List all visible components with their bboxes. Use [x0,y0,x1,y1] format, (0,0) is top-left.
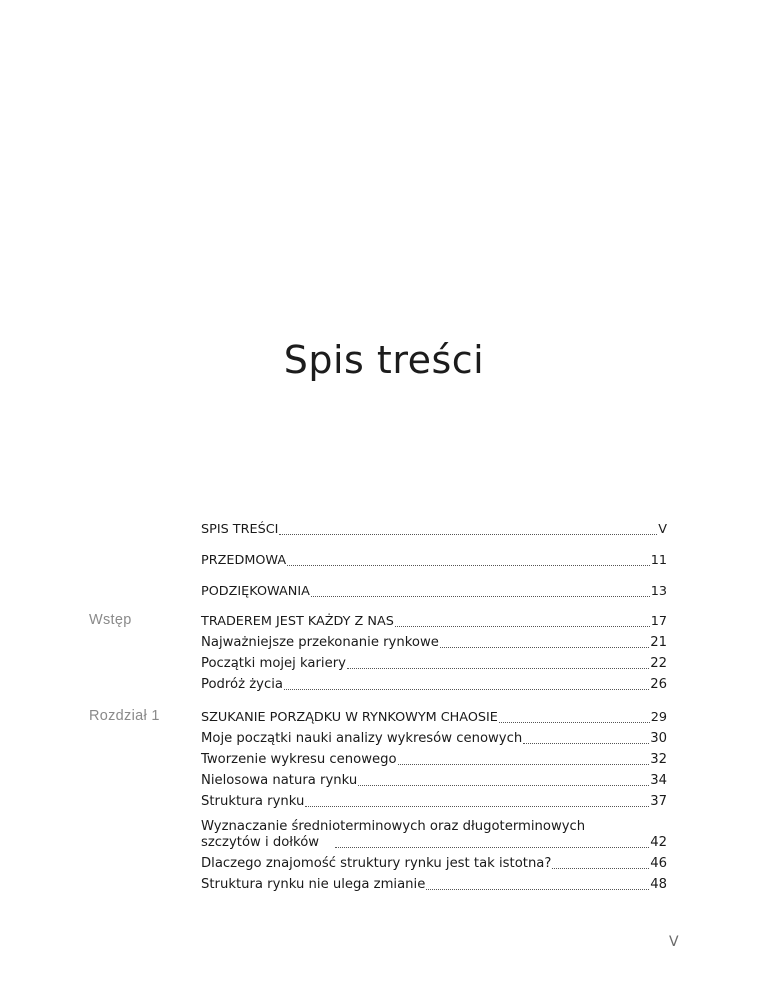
section-label: Wstęp [89,612,132,628]
dot-leader [347,667,649,669]
toc-entry[interactable] [201,727,667,747]
dot-leader [523,742,649,744]
toc-entry-title: Tworzenie wykresu cenowego [201,752,397,767]
toc-entry-page: 13 [650,584,667,599]
toc-entry[interactable] [201,580,667,600]
toc-entry-page: 17 [650,614,667,629]
toc-entry-title: Struktura rynku [201,794,305,809]
toc-entry[interactable] [201,852,667,872]
toc-entry-title: Dlaczego znajomość struktury rynku jest tak istotna? [201,856,552,871]
toc-entry-title: TRADEREM JEST KAŻDY Z NAS [201,614,394,629]
toc-entry-title: Moje początki nauki analizy wykresów cenowych [201,731,523,746]
toc-entry-title: Podróż życia [201,677,283,692]
toc-entry[interactable] [201,748,667,768]
dot-leader [499,721,650,723]
page-number: V [669,934,679,950]
toc-entry-page: 46 [650,856,667,871]
toc-entry-page: 34 [650,773,667,788]
page-title: Spis treści [283,338,485,382]
toc-entry-page: 48 [650,877,667,892]
toc-entry-page: 30 [650,731,667,746]
section-label: Rozdział 1 [89,708,160,724]
dot-leader [284,688,649,690]
toc-entry[interactable] [201,769,667,789]
dot-leader [311,595,650,597]
toc-entry[interactable] [201,518,667,538]
toc-entry-title-line2: szczytów i dołków [201,835,320,850]
toc-entry-title: PODZIĘKOWANIA [201,584,310,599]
toc-entry-page: 26 [650,677,667,692]
toc-entry[interactable] [201,706,667,726]
toc-entry-title: PRZEDMOWA [201,553,287,568]
toc-entry-page: 32 [650,752,667,767]
toc-entry[interactable] [201,873,667,893]
toc-entry-title: SPIS TREŚCI [201,522,279,537]
toc-entry[interactable] [201,673,667,693]
dot-leader [279,533,657,535]
toc-entry-title: Nielosowa natura rynku [201,773,358,788]
toc-entry[interactable] [201,631,667,651]
toc-entry-title-line1: Wyznaczanie średnioterminowych oraz długoterminowych [201,819,586,834]
toc-entry[interactable] [201,610,667,630]
dot-leader [335,846,649,848]
toc-entry-title: SZUKANIE PORZĄDKU W RYNKOWYM CHAOSIE [201,710,498,725]
toc-entry-title: Najważniejsze przekonanie rynkowe [201,635,439,650]
dot-leader [358,784,649,786]
dot-leader [426,888,649,890]
dot-leader [305,805,649,807]
toc-entry[interactable] [201,549,667,569]
toc-entry-page: 11 [650,553,667,568]
toc-entry-page: 37 [650,794,667,809]
toc-entry-page: 21 [650,635,667,650]
toc-entry-page: 22 [650,656,667,671]
toc-entry-title: Początki mojej kariery [201,656,346,671]
dot-leader [552,867,649,869]
toc-entry[interactable] [201,790,667,810]
toc-entry[interactable] [201,815,667,851]
dot-leader [287,564,650,566]
toc-entry[interactable] [201,652,667,672]
toc-entry-page: V [658,522,667,537]
toc-entry-page: 42 [650,835,667,850]
dot-leader [440,646,649,648]
dot-leader [398,763,650,765]
dot-leader [395,625,650,627]
toc-entry-title: Struktura rynku nie ulega zmianie [201,877,426,892]
toc-entry-page: 29 [650,710,667,725]
